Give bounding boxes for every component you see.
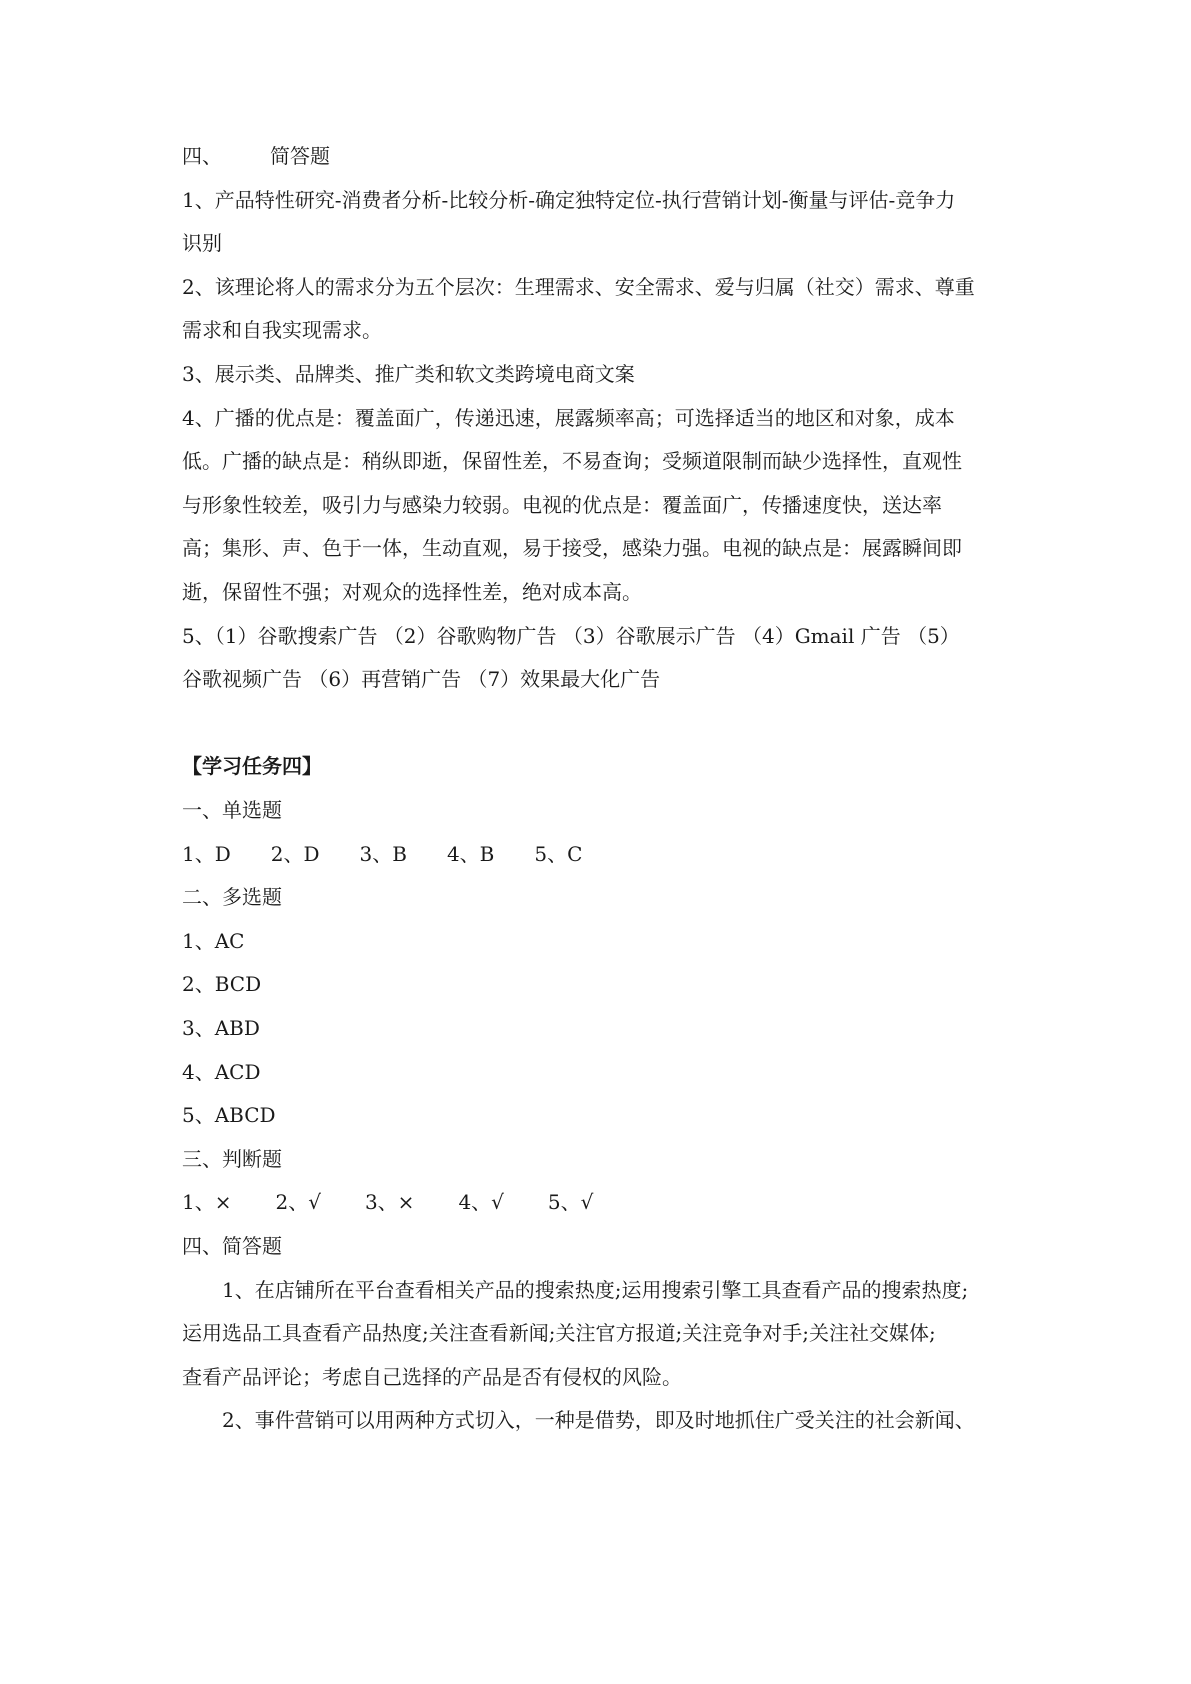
- answer-item: 5、C: [534, 842, 583, 866]
- single-choice-answers: [182, 831, 582, 878]
- answer-line: 需求和自我实现需求。: [182, 318, 382, 342]
- answer-item: 1、×: [182, 1190, 232, 1214]
- judge-heading: 三、判断题: [182, 1147, 282, 1171]
- section-heading: [182, 133, 330, 180]
- answer-line: 高；集形、声、色于一体，生动直观，易于接受，感染力强。电视的缺点是：展露瞬间即: [182, 536, 962, 560]
- answer-line: 1、在店铺所在平台查看相关产品的搜索热度;运用搜索引擎工具查看产品的搜索热度;: [222, 1278, 969, 1302]
- answer-line: 1、AC: [182, 929, 245, 953]
- answer-line: 2、事件营销可以用两种方式切入，一种是借势，即及时地抓住广受关注的社会新闻、: [222, 1408, 975, 1432]
- answer-item: 2、√: [275, 1190, 321, 1214]
- answer-line: 5、（1）谷歌搜索广告 （2）谷歌购物广告 （3）谷歌展示广告 （4）Gmail 广告 （5）: [182, 624, 960, 648]
- answer-item: 2、D: [270, 842, 320, 866]
- answer-line: 运用选品工具查看产品热度;关注查看新闻;关注官方报道;关注竞争对手;关注社交媒体;: [182, 1321, 936, 1345]
- answer-line: 2、BCD: [182, 972, 262, 996]
- answer-line: 5、ABCD: [182, 1103, 276, 1127]
- multi-choice-heading: 二、多选题: [182, 885, 282, 909]
- answer-item: 1、D: [182, 842, 231, 866]
- task-title: 【学习任务四】: [182, 754, 322, 778]
- answer-line: 逝，保留性不强；对观众的选择性差，绝对成本高。: [182, 580, 642, 604]
- answer-line: 与形象性较差，吸引力与感染力较弱。电视的优点是：覆盖面广，传播速度快，送达率: [182, 493, 942, 517]
- answer-line: 谷歌视频广告 （6）再营销广告 （7）效果最大化广告: [182, 667, 661, 691]
- short-answer-heading: 四、简答题: [182, 1234, 282, 1258]
- answer-line: 3、展示类、品牌类、推广类和软文类跨境电商文案: [182, 362, 635, 386]
- answer-line: 3、ABD: [182, 1016, 260, 1040]
- answer-line: 4、广播的优点是：覆盖面广，传递迅速，展露频率高；可选择适当的地区和对象，成本: [182, 406, 955, 430]
- answer-line: 2、该理论将人的需求分为五个层次：生理需求、安全需求、爱与归属（社交）需求、尊重: [182, 275, 975, 299]
- answer-item: 3、B: [359, 842, 407, 866]
- heading-text: 简答题: [270, 144, 330, 168]
- answer-item: 4、√: [458, 1190, 504, 1214]
- answer-line: 1、产品特性研究-消费者分析-比较分析-确定独特定位-执行营销计划-衡量与评估-竞争力: [182, 188, 956, 212]
- heading-number: 四、: [182, 144, 222, 168]
- answer-line: 识别: [182, 231, 222, 255]
- answer-item: 4、B: [446, 842, 495, 866]
- answer-item: 5、√: [547, 1190, 594, 1214]
- single-choice-heading: 一、单选题: [182, 798, 282, 822]
- answer-line: 4、ACD: [182, 1060, 261, 1084]
- answer-item: 3、×: [364, 1190, 415, 1214]
- answer-line: 查看产品评论；考虑自己选择的产品是否有侵权的风险。: [182, 1365, 682, 1389]
- answer-line: 低。广播的缺点是：稍纵即逝，保留性差，不易查询；受频道限制而缺少选择性，直观性: [182, 449, 962, 473]
- judge-answers: [182, 1179, 593, 1226]
